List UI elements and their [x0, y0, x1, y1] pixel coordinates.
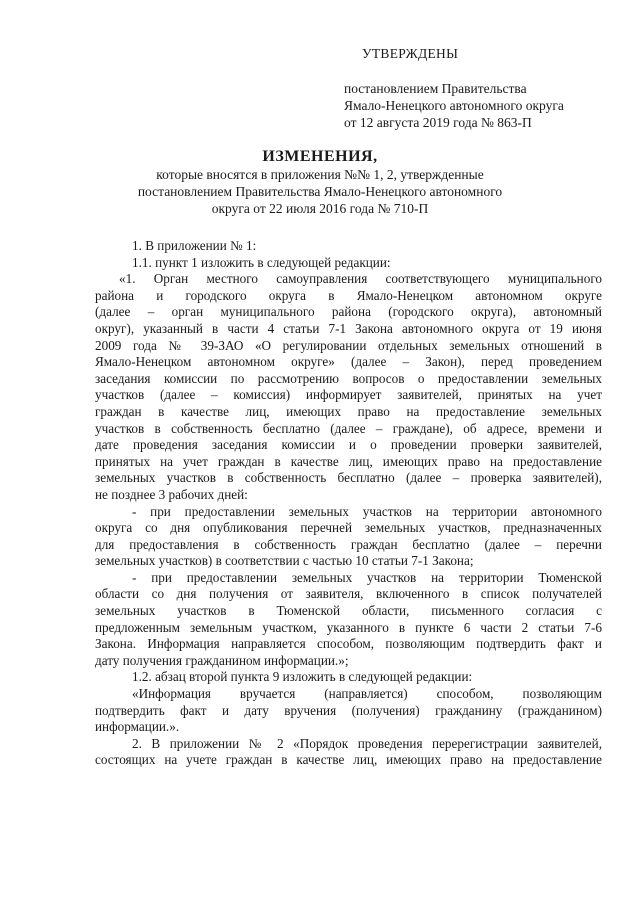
paragraph-line: информации.». [95, 719, 180, 735]
paragraph-line: округ), указанный в части 4 статьи 7-1 Закона автономного округа от 19 июня [95, 320, 602, 336]
paragraph-line: дате проведения заседания комиссии и о проведении проверки заявителей, [95, 437, 602, 453]
paragraph-line: предложенным земельным участком, указанного в пункте 6 части 2 статьи 7-6 [95, 619, 602, 635]
approval-stamp-title: УТВЕРЖДЕНЫ [362, 46, 459, 61]
approval-stamp-details [344, 80, 564, 131]
paragraph-line: участков (далее – комиссия) информирует заявителей, принятых на учет [95, 387, 602, 403]
paragraph-line: (далее – орган муниципального района (городского округа), автономный [95, 304, 602, 320]
document-body [95, 238, 602, 769]
paragraph-line: округа со дня опубликования перечней земельных участков, предназначенных [95, 520, 602, 536]
subtitle-line: постановлением Правительства Ямало-Ненецкого автономного [137, 184, 503, 199]
paragraph-line: принятых на учет граждан в качестве лиц, имеющих право на предоставление [95, 453, 602, 469]
paragraph-line: 1. В приложении № 1: [132, 238, 257, 253]
document-title: ИЗМЕНЕНИЯ, [262, 148, 378, 165]
approval-line: постановлением Правительства [344, 81, 527, 96]
document-subtitle [0, 166, 640, 217]
paragraph-line: 1.2. абзац второй пункта 9 изложить в следующей редакции: [132, 669, 473, 685]
paragraph-line: района и городского округа в Ямало-Ненецком автономном округе [95, 287, 602, 303]
approval-line: Ямало-Ненецкого автономного округа [344, 98, 564, 113]
paragraph-line: заседания комиссии по рассмотрению вопросов о предоставлении земельных [95, 370, 602, 386]
paragraph-line: 2. В приложении № 2 «Порядок проведения перерегистрации заявителей, [132, 735, 602, 751]
paragraph-line: участков в собственность бесплатно (далее – граждане), об адресе, времени и [95, 420, 602, 436]
paragraph-line: области со дня получения от заявителя, включенного в список получателей [95, 586, 602, 602]
paragraph-line: земельных участков в собственность бесплатно (далее – проверка заявителей), [95, 470, 602, 486]
paragraph-line: земельных участков) в соответствии с частью 10 статьи 7-1 Закона; [95, 553, 474, 569]
subtitle-line: округа от 22 июля 2016 года № 710-П [211, 201, 429, 216]
paragraph-line: - при предоставлении земельных участков на территории Тюменской [132, 569, 602, 585]
paragraph-line: «1. Орган местного самоуправления соответствующего муниципального [119, 271, 602, 287]
paragraph-line: для предоставления в собственность граждан бесплатно (далее – перечни [95, 536, 602, 552]
paragraph-line: состоящих на учете граждан в качестве лиц, имеющих право на предоставление [95, 752, 602, 768]
approval-line: от 12 августа 2019 года № 863-П [344, 115, 532, 130]
paragraph-line: Ямало-Ненецком автономном округе» (далее – Закон), перед проведением [95, 354, 602, 370]
paragraph-line: «Информация вручается (направляется) способом, позволяющим [132, 686, 602, 702]
paragraph-line: 2009 года № 39-ЗАО «О регулировании отдельных земельных отношений в [95, 337, 602, 353]
subtitle-line: которые вносятся в приложения №№ 1, 2, утвержденные [156, 167, 484, 182]
paragraph-line: подтвердить факт и дату вручения (получения) гражданину (гражданином) [95, 702, 602, 718]
paragraph-line: земельных участков в Тюменской области, письменного согласия с [95, 603, 602, 619]
paragraph-line: - при предоставлении земельных участков на территории автономного [132, 503, 602, 519]
paragraph-line: граждан в качестве лиц, имеющих право на предоставление земельных [95, 403, 602, 419]
paragraph-line: не позднее 3 рабочих дней: [95, 486, 248, 502]
paragraph-line: Закона. Информация направляется способом, позволяющим подтвердить факт и [95, 636, 602, 652]
paragraph-line: 1.1. пункт 1 изложить в следующей редакции: [132, 254, 391, 270]
paragraph-line: дату получения гражданином информации.»; [95, 652, 349, 668]
